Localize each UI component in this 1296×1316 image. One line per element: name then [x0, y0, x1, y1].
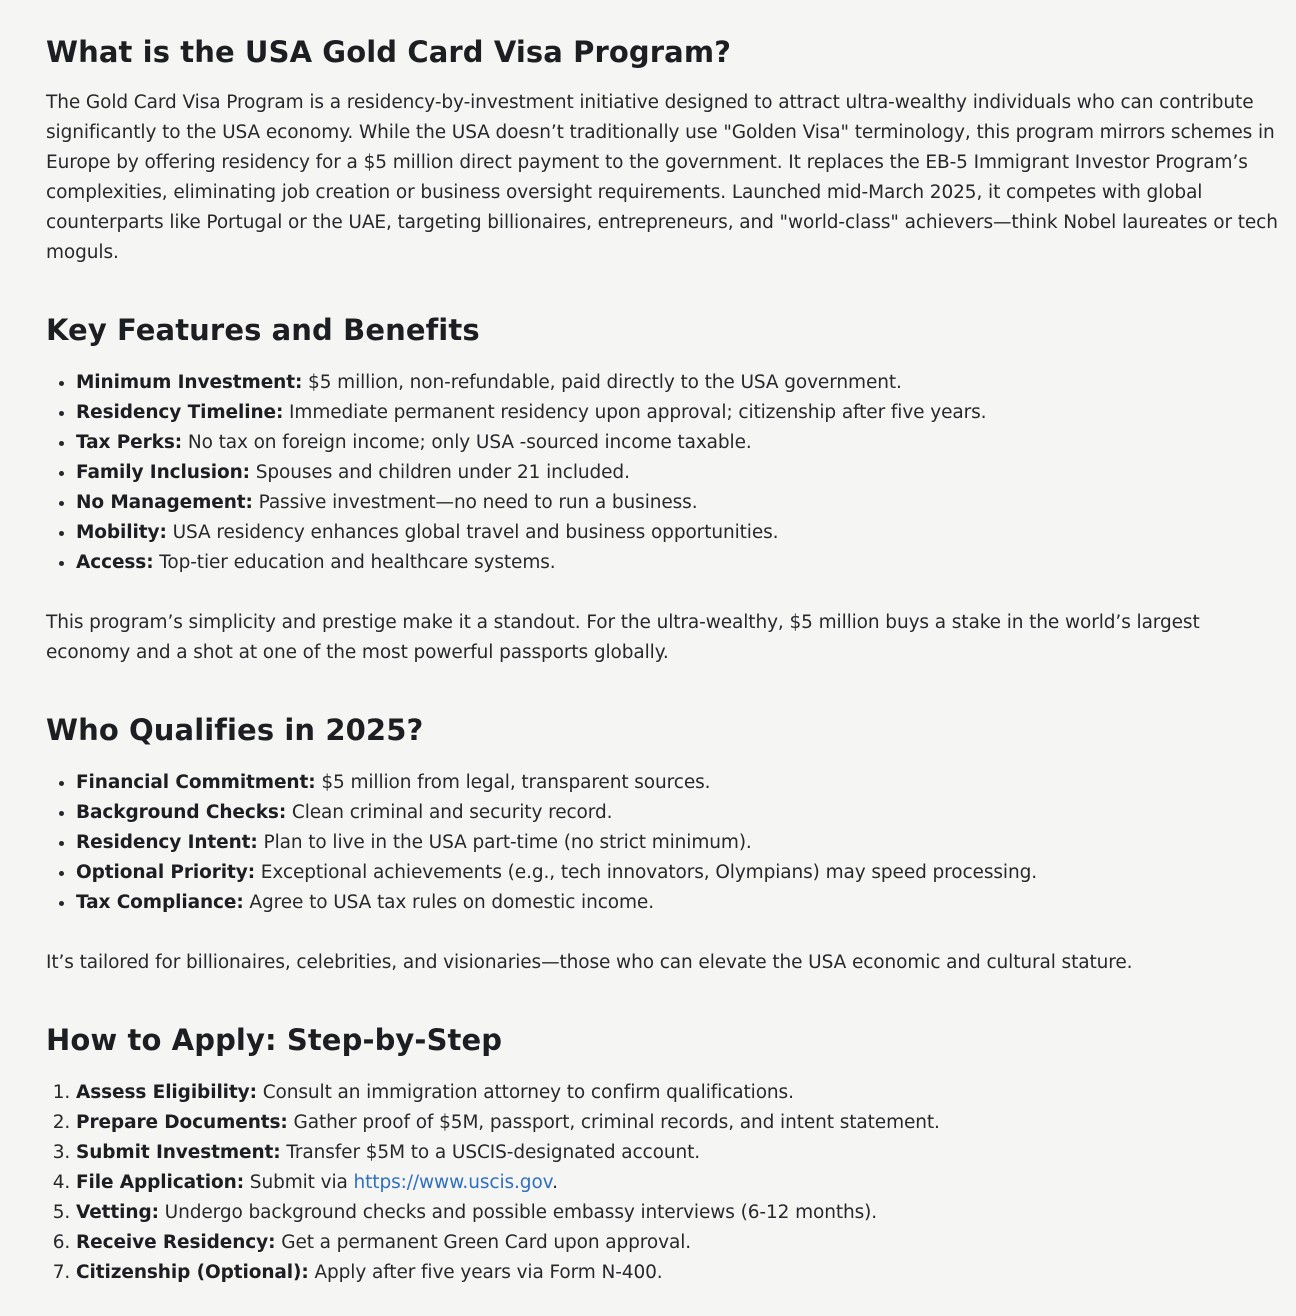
- item-text: $5 million from legal, transparent sources.: [315, 772, 711, 793]
- item-label: Tax Perks:: [76, 432, 183, 453]
- item-text: Exceptional achievements (e.g., tech innovators, Olympians) may speed processing.: [255, 862, 1038, 883]
- item-label: Financial Commitment:: [76, 772, 316, 793]
- item-label: Residency Intent:: [76, 832, 258, 853]
- item-label: No Management:: [76, 492, 253, 513]
- step-item: [76, 1138, 1286, 1168]
- step-text: Submit via: [244, 1172, 354, 1193]
- step-item: [76, 1078, 1286, 1108]
- qualify-list: [46, 768, 1286, 918]
- heading-what-is-gold-card: What is the USA Gold Card Visa Program?: [46, 35, 732, 69]
- step-text: Apply after five years via Form N-400.: [308, 1262, 663, 1283]
- list-item: [76, 368, 1286, 398]
- list-item: [76, 428, 1286, 458]
- list-item: [76, 768, 1286, 798]
- step-label: Prepare Documents:: [76, 1112, 288, 1133]
- step-text: Get a permanent Green Card upon approval.: [275, 1232, 692, 1253]
- features-closing-paragraph: This program’s simplicity and prestige make it a standout. For the ultra-wealthy, $5 million buys a stake in the world’s largest economy and a shot at one of the most powerful passports globally.: [46, 612, 1200, 663]
- step-label: Assess Eligibility:: [76, 1082, 257, 1103]
- item-text: $5 million, non-refundable, paid directly to the USA government.: [302, 372, 902, 393]
- step-text-end: .: [552, 1172, 558, 1193]
- item-label: Minimum Investment:: [76, 372, 303, 393]
- step-text: Transfer $5M to a USCIS-designated account.: [280, 1142, 701, 1163]
- step-label: Receive Residency:: [76, 1232, 276, 1253]
- item-text: Passive investment—no need to run a business.: [252, 492, 698, 513]
- step-text: Consult an immigration attorney to confirm qualifications.: [256, 1082, 794, 1103]
- qualify-closing-paragraph: It’s tailored for billionaires, celebrities, and visionaries—those who can elevate the USA economic and cultural stature.: [46, 952, 1133, 973]
- item-label: Residency Timeline:: [76, 402, 284, 423]
- list-item: [76, 888, 1286, 918]
- item-text: Spouses and children under 21 included.: [249, 462, 630, 483]
- item-label: Mobility:: [76, 522, 167, 543]
- item-label: Optional Priority:: [76, 862, 255, 883]
- intro-paragraph: The Gold Card Visa Program is a residency-by-investment initiative designed to attract ultra-wealthy individuals who can contribute significantly to the USA economy. While the USA doesn’t traditionally use "Golden Visa" terminology, this program mirrors schemes in Europe by offering residency for a $5 million direct payment to the government. It replaces the EB-5 Immigrant Investor Program’s complexities, eliminating job creation or business oversight requirements. Launched mid-March 2025, it competes with global counterparts like Portugal or the UAE, targeting billionaires, entrepreneurs, and "world-class" achievers—think Nobel laureates or tech moguls.: [46, 92, 1278, 263]
- step-label: Vetting:: [76, 1202, 159, 1223]
- heading-who-qualifies: Who Qualifies in 2025?: [46, 713, 424, 747]
- list-item: [76, 488, 1286, 518]
- step-item: [76, 1168, 1286, 1198]
- step-item: [76, 1258, 1286, 1288]
- item-label: Tax Compliance:: [76, 892, 244, 913]
- step-item: [76, 1198, 1286, 1228]
- uscis-link[interactable]: https://www.uscis.gov: [353, 1172, 553, 1193]
- item-label: Family Inclusion:: [76, 462, 250, 483]
- list-item: [76, 858, 1286, 888]
- features-list: [46, 368, 1286, 578]
- step-text: Undergo background checks and possible embassy interviews (6-12 months).: [158, 1202, 878, 1223]
- step-label: Submit Investment:: [76, 1142, 281, 1163]
- item-label: Background Checks:: [76, 802, 287, 823]
- item-text: Top-tier education and healthcare systems.: [153, 552, 556, 573]
- list-item: [76, 548, 1286, 578]
- item-text: Immediate permanent residency upon approval; citizenship after five years.: [283, 402, 987, 423]
- item-text: Agree to USA tax rules on domestic income.: [243, 892, 654, 913]
- step-item: [76, 1228, 1286, 1258]
- item-text: No tax on foreign income; only USA -sourced income taxable.: [182, 432, 752, 453]
- step-label: File Application:: [76, 1172, 245, 1193]
- list-item: [76, 398, 1286, 428]
- item-text: USA residency enhances global travel and business opportunities.: [166, 522, 779, 543]
- step-item: [76, 1108, 1286, 1138]
- heading-how-to-apply: How to Apply: Step-by-Step: [46, 1023, 503, 1057]
- step-label: Citizenship (Optional):: [76, 1262, 309, 1283]
- list-item: [76, 798, 1286, 828]
- list-item: [76, 458, 1286, 488]
- item-text: Plan to live in the USA part-time (no strict minimum).: [257, 832, 752, 853]
- apply-steps-list: [46, 1078, 1286, 1288]
- step-text: Gather proof of $5M, passport, criminal records, and intent statement.: [287, 1112, 940, 1133]
- list-item: [76, 828, 1286, 858]
- item-text: Clean criminal and security record.: [286, 802, 613, 823]
- list-item: [76, 518, 1286, 548]
- heading-key-features: Key Features and Benefits: [46, 313, 480, 347]
- item-label: Access:: [76, 552, 154, 573]
